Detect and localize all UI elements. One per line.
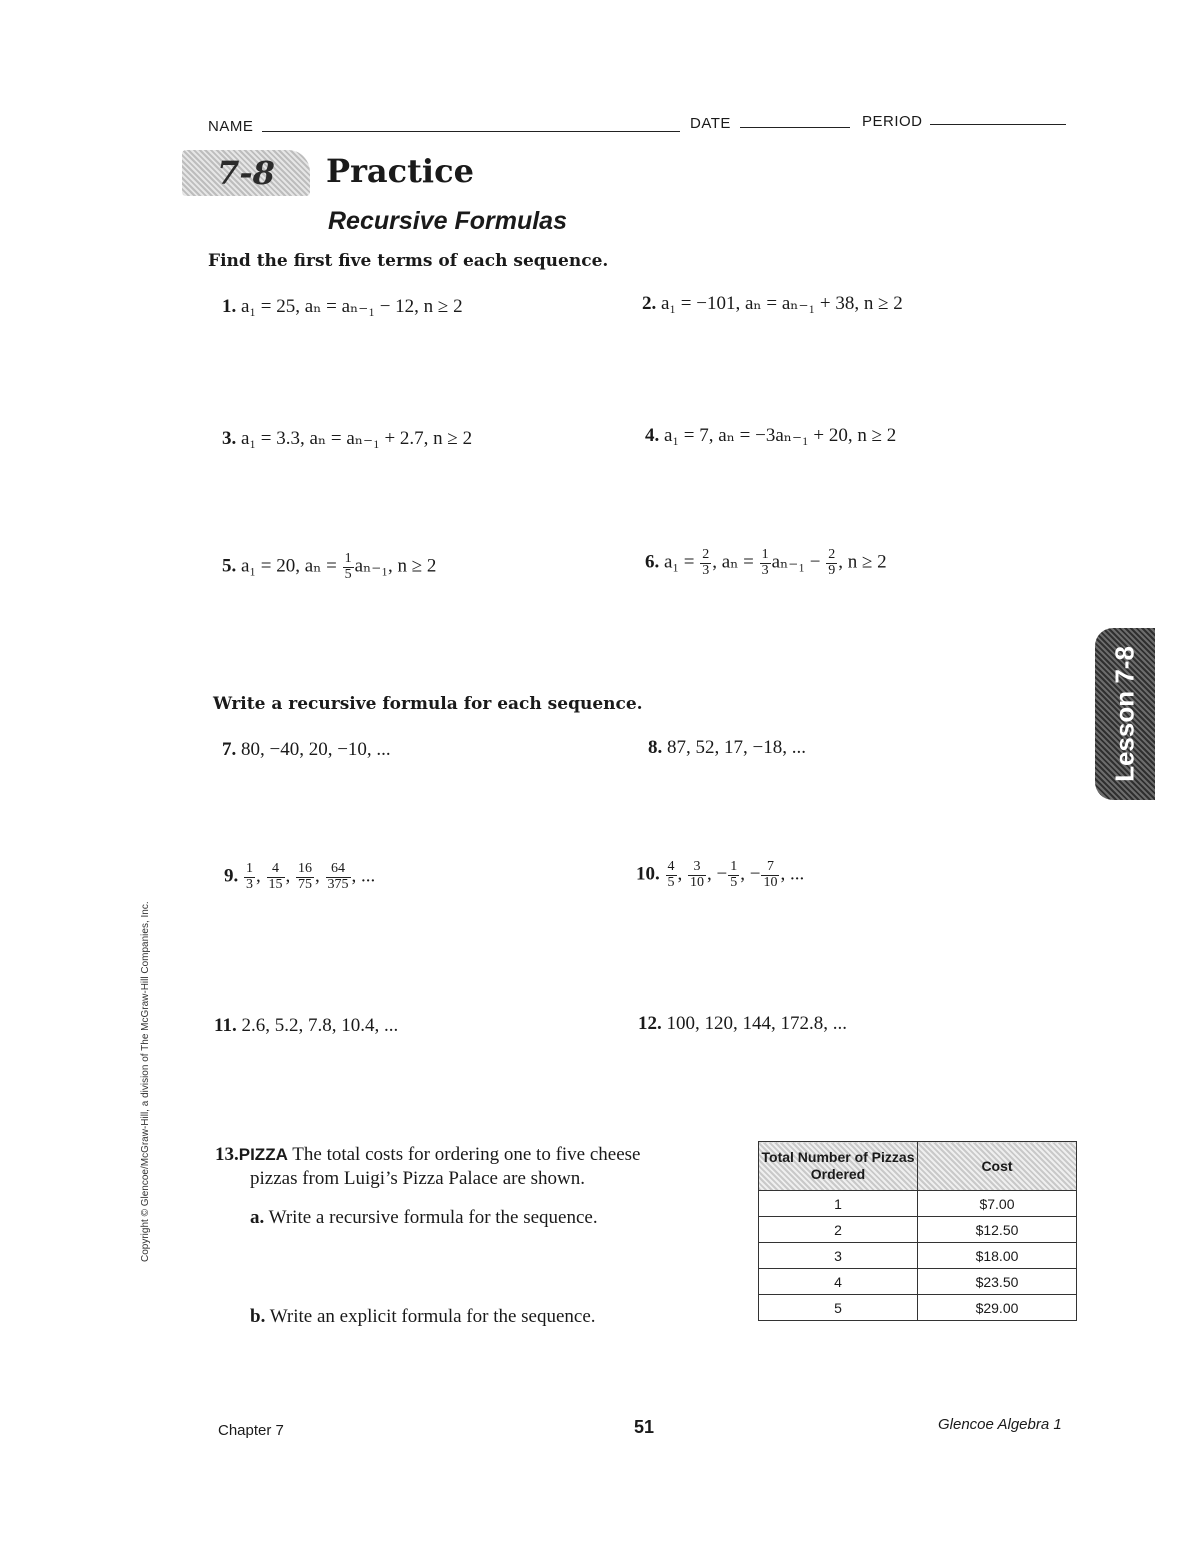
fraction-numerator: 64 xyxy=(326,862,351,878)
problem-4 xyxy=(645,424,896,447)
problem-13b-text: Write an explicit formula for the sequence. xyxy=(269,1306,596,1327)
footer-book-title: Glencoe Algebra 1 xyxy=(938,1416,1062,1433)
fraction-numerator: 4 xyxy=(667,859,675,874)
problem-2 xyxy=(642,292,903,315)
problem-6-fraction-1 xyxy=(700,548,711,578)
fraction-denominator: 5 xyxy=(667,874,675,890)
page-title: Practice xyxy=(326,152,474,190)
table-cell-pizzas: 1 xyxy=(759,1191,918,1217)
problem-13b-label: b. xyxy=(250,1306,266,1327)
fraction-numerator: 16 xyxy=(298,861,312,876)
fraction-numerator: 1 xyxy=(246,861,253,876)
fraction-numerator: 7 xyxy=(761,860,779,876)
fraction-numerator: 2 xyxy=(702,547,710,562)
date-label: DATE xyxy=(690,115,731,132)
problem-13b xyxy=(250,1306,596,1328)
table-cell-cost: $18.00 xyxy=(918,1243,1077,1269)
problem-3-text: a₁ = 3.3, aₙ = aₙ₋₁ + 2.7, n ≥ 2 xyxy=(241,428,473,449)
problem-9-ellipsis: ... xyxy=(361,865,376,887)
problem-4-number: 4. xyxy=(645,425,660,446)
table-cell-pizzas: 4 xyxy=(759,1269,918,1295)
problem-3-number: 3. xyxy=(222,428,237,449)
fraction-numerator: 1 xyxy=(344,551,352,566)
table-cell-pizzas: 2 xyxy=(759,1217,918,1243)
footer-page-number: 51 xyxy=(634,1417,655,1437)
table-header-pizzas: Total Number of Pizzas Ordered xyxy=(759,1142,918,1191)
table-cell-pizzas: 3 xyxy=(759,1243,918,1269)
problem-6-fraction-3 xyxy=(826,548,837,578)
problem-3 xyxy=(222,427,472,450)
problem-10-fraction-1 xyxy=(666,860,677,890)
problem-11 xyxy=(214,1015,398,1037)
problem-13-number: 13. xyxy=(215,1144,239,1165)
problem-9-fraction-1 xyxy=(244,862,255,892)
fraction-numerator: 1 xyxy=(730,859,738,874)
page-subtitle: Recursive Formulas xyxy=(328,207,567,235)
fraction-denominator: 75 xyxy=(298,876,312,892)
problem-6-text-mid2: aₙ₋₁ − xyxy=(771,551,826,573)
problem-9-fraction-2 xyxy=(267,862,285,892)
table-cell-cost: $23.50 xyxy=(918,1269,1077,1295)
problem-13a-label: a. xyxy=(250,1207,265,1228)
fraction-denominator: 9 xyxy=(828,562,836,578)
problem-12-number: 12. xyxy=(638,1013,662,1034)
fraction-numerator: 3 xyxy=(688,860,706,876)
problem-1-text: a₁ = 25, aₙ = aₙ₋₁ − 12, n ≥ 2 xyxy=(241,296,463,317)
problem-13-line-2: pizzas from Luigi’s Pizza Palace are shown. xyxy=(250,1168,586,1189)
problem-6-text-mid: , aₙ = xyxy=(712,551,759,573)
problem-10-ellipsis: ... xyxy=(789,863,805,885)
problem-6-fraction-2 xyxy=(760,548,771,578)
section1-instruction: Find the first five terms of each sequence. xyxy=(208,251,609,271)
pizza-cost-table xyxy=(758,1141,1077,1321)
problem-6-text-post: , n ≥ 2 xyxy=(838,551,887,573)
copyright-notice: Copyright © Glencoe/McGraw-Hill, a division of The McGraw-Hill Companies, Inc. xyxy=(140,901,151,1262)
problem-12-text: 100, 120, 144, 172.8, ... xyxy=(666,1013,847,1034)
problem-6-number: 6. xyxy=(645,551,660,573)
period-line[interactable] xyxy=(930,124,1066,125)
problem-10: 10. $\frac{4}{5}$ , $\frac{3}{10}$ , − $\frac{1}{5}$ , − $\frac{7}{10}$ , ... xyxy=(636,859,805,890)
problem-7-number: 7. xyxy=(222,739,237,760)
problem-9-number: 9. xyxy=(224,865,239,887)
problem-5 xyxy=(222,552,436,582)
fraction-denominator: 3 xyxy=(761,562,769,578)
table-row xyxy=(759,1269,1077,1295)
lesson-number: 7-8 xyxy=(217,154,275,192)
problem-13-line-1: The total costs for ordering one to five cheese xyxy=(292,1144,641,1165)
table-header-cost: Cost xyxy=(918,1142,1077,1191)
problem-7 xyxy=(222,739,391,761)
problem-7-text: 80, −40, 20, −10, ... xyxy=(241,739,391,760)
problem-13 xyxy=(215,1144,641,1166)
table-row xyxy=(759,1295,1077,1321)
problem-5-number: 5. xyxy=(222,555,237,577)
table-cell-cost: $29.00 xyxy=(918,1295,1077,1321)
period-label: PERIOD xyxy=(862,113,923,130)
problem-1-number: 1. xyxy=(222,296,237,317)
fraction-denominator: 375 xyxy=(327,876,349,892)
table-row xyxy=(759,1217,1077,1243)
fraction-denominator: 3 xyxy=(246,876,253,892)
problem-9-fraction-3 xyxy=(296,862,314,892)
lesson-side-tab-label: Lesson 7-8 xyxy=(1109,646,1140,782)
problem-11-number: 11. xyxy=(214,1015,237,1036)
name-line[interactable] xyxy=(262,131,680,132)
problem-9: 9. $\frac{1}{3}$ , $\frac{4}{15}$ , $\frac{16}{75}$ , $\frac{64}{375}$ , ... xyxy=(224,861,376,892)
problem-9-fraction-4 xyxy=(326,862,351,892)
problem-8-text: 87, 52, 17, −18, ... xyxy=(667,737,806,758)
problem-13a xyxy=(250,1207,598,1229)
problem-11-text: 2.6, 5.2, 7.8, 10.4, ... xyxy=(241,1015,399,1036)
problem-4-text: a₁ = 7, aₙ = −3aₙ₋₁ + 20, n ≥ 2 xyxy=(664,425,897,446)
fraction-denominator: 5 xyxy=(344,566,352,582)
fraction-numerator: 2 xyxy=(828,547,836,562)
lesson-side-tab xyxy=(1095,628,1155,800)
problem-2-number: 2. xyxy=(642,293,657,314)
problem-13-topic: PIZZA xyxy=(238,1145,288,1164)
table-cell-pizzas: 5 xyxy=(759,1295,918,1321)
problem-10-fraction-2 xyxy=(688,860,706,890)
section2-instruction: Write a recursive formula for each sequence. xyxy=(213,694,643,714)
problem-8 xyxy=(648,737,806,759)
table-cell-cost: $12.50 xyxy=(918,1217,1077,1243)
problem-10-fraction-3 xyxy=(728,860,739,890)
table-cell-cost: $7.00 xyxy=(918,1191,1077,1217)
fraction-denominator: 10 xyxy=(690,874,704,890)
problem-6 xyxy=(645,548,887,578)
problem-5-text-post: aₙ₋₁, n ≥ 2 xyxy=(354,555,437,577)
fraction-denominator: 10 xyxy=(763,874,778,890)
problem-8-number: 8. xyxy=(648,737,663,758)
table-row xyxy=(759,1191,1077,1217)
fraction-denominator: 5 xyxy=(730,874,738,890)
fraction-denominator: 3 xyxy=(702,562,710,578)
table-row xyxy=(759,1243,1077,1269)
date-line[interactable] xyxy=(740,127,850,128)
table-header-row xyxy=(759,1142,1077,1191)
problem-5-text-pre: a₁ = 20, aₙ = xyxy=(241,555,342,577)
fraction-denominator: 15 xyxy=(268,876,283,892)
problem-5-fraction xyxy=(343,552,354,582)
fraction-numerator: 1 xyxy=(761,547,769,562)
lesson-number-badge xyxy=(182,150,310,196)
problem-12 xyxy=(638,1013,847,1035)
problem-2-text: a₁ = −101, aₙ = aₙ₋₁ + 38, n ≥ 2 xyxy=(661,293,903,314)
footer-chapter: Chapter 7 xyxy=(218,1422,284,1439)
problem-6-text-pre: a₁ = xyxy=(664,551,700,573)
problem-1 xyxy=(222,295,463,318)
problem-10-number: 10. xyxy=(636,863,660,885)
fraction-numerator: 4 xyxy=(267,862,285,878)
name-label: NAME xyxy=(208,118,254,135)
problem-10-fraction-4 xyxy=(761,860,779,890)
problem-13a-text: Write a recursive formula for the sequence. xyxy=(268,1207,598,1228)
